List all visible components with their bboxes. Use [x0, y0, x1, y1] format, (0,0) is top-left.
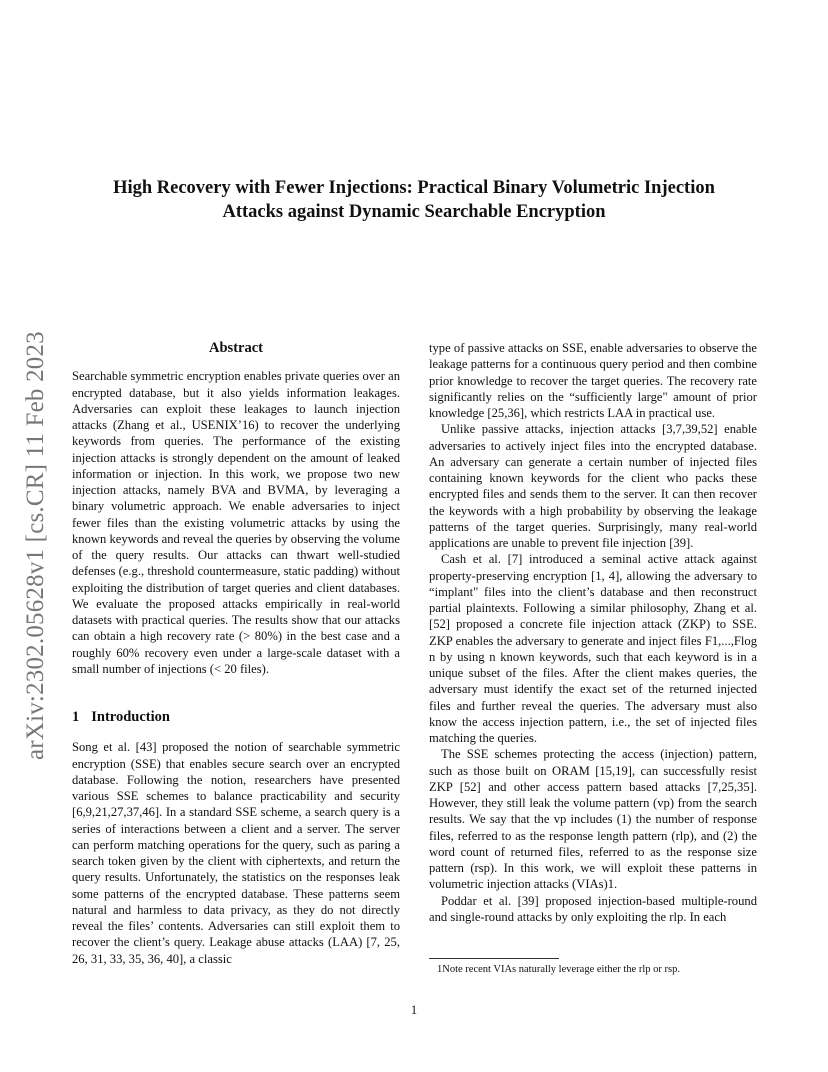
right-column [429, 340, 757, 925]
title-line-1: High Recovery with Fewer Injections: Practical Binary Volumetric Injection [113, 178, 715, 198]
right-paragraph-5: Poddar et al. [39] proposed injection-based multiple-round and single-round attacks by only exploiting the rlp. In each [429, 893, 757, 924]
page-number: 1 [410, 1003, 418, 1017]
footnote: 1Note recent VIAs naturally leverage either the rlp or rsp. [437, 964, 680, 975]
abstract-heading: Abstract [209, 340, 263, 356]
intro-heading [72, 709, 400, 725]
title-line-2: Attacks against Dynamic Searchable Encryption [222, 202, 606, 222]
footnote-rule [429, 958, 559, 959]
paper-title [70, 176, 758, 224]
intro-paragraph-1: Song et al. [43] proposed the notion of searchable symmetric encryption (SSE) that enables secure search over an encrypted database. Following the notion, researchers have presented various SSE schemes to balance practicability and security [6,9,21,27,37,46]. In a standard SSE scheme, a search query is a series of interactions between a client and a server. The server can perform matching operations for the query, such as paring a search token given by the client with ciphertexts, and return the query results. Unfortunately, the statistics on the responses leak some patterns of the encrypted database. These patterns seem natural and harmless to data privacy, as they do not directly reveal the files’ contents. Adversaries can still exploit them to recover the client’s query. Leakage abuse attacks (LAA) [7, 25, 26, 31, 33, 35, 36, 40], a classic [72, 740, 400, 966]
right-paragraph-1: type of passive attacks on SSE, enable adversaries to observe the leakage patterns for a continuous query period and then combine prior knowledge to recover the target queries. The recovery rate significantly relies on the “sufficiently large" amount of prior knowledge [25,36], which restricts LAA in practical use. [429, 341, 757, 420]
arxiv-stamp-text: arXiv:2302.05628v1 [cs.CR] 11 Feb 2023 [22, 331, 49, 760]
section-number: 1 [72, 709, 80, 725]
abstract-text: Searchable symmetric encryption enables private queries over an encrypted database, but it also yields information leakages. Adversaries can exploit these leakages to launch injection attacks (Zhang et al., USENIX’16) to recover the underlying keywords from queries. The performance of the existing injection attacks is strongly dependent on the amount of leaked information or injection. In this work, we propose two new injection attacks, namely BVA and BVMA, by leveraging a binary volumetric approach. We enable adversaries to inject fewer files than the existing volumetric attacks by using the known keywords and reveal the queries by observing the volume of the query results. Our attacks can thwart well-studied defenses (e.g., threshold countermeasure, static padding) without exploiting the distribution of target queries and client databases. We evaluate the proposed attacks empirically in real-world datasets with practical queries. The results show that our attacks can obtain a high recovery rate (> 80%) in the best case and a roughly 60% recovery even under a large-scale dataset with a small number of injections (< 20 files). [72, 369, 400, 676]
right-paragraph-3: Cash et al. [7] introduced a seminal active attack against property-preserving encryption [1, 4], allowing the adversary to “implant" files into the client’s database and then reconstruct partial plaintexts. Following a similar philosophy, Zhang et al. [52] proposed a concrete file injection attack (ZKP) to SSE. ZKP enables the adversary to generate and inject files F1,...,Flog n by using n known keywords, such that each keyword is in a unique subset of the files. After the client makes queries, the adversary must identify the exact set of the returned injected files and further reveal the queries. The adversary must also know the access injection pattern, i.e., the set of injected files matching the queries. [429, 552, 757, 745]
right-paragraph-4: The SSE schemes protecting the access (injection) pattern, such as those built on ORAM [15,19], can successfully resist ZKP [52] and other access pattern based attacks [7,25,35]. However, they still leak the volume pattern (vp) from the search results. We say that the vp includes (1) the number of response files, referred to as the response length pattern (rlp), and (2) the word count of returned files, referred to as the response size pattern (rsp). In this work, we will exploit these patterns in volumetric injection attacks (VIAs)1. [429, 747, 757, 892]
section-title: Introduction [91, 709, 170, 725]
left-column [72, 340, 400, 967]
arxiv-stamp [22, 286, 52, 760]
right-paragraph-2: Unlike passive attacks, injection attacks [3,7,39,52] enable adversaries to actively inject files into the encrypted database. An adversary can generate a certain number of injected files containing known keywords for the client who packs these encrypted files and sends them to the server. It can then recover the keywords with a high probability by observing the leakage patterns of the target queries. Surprisingly, many real-world applications are unable to prevent file injection [39]. [429, 422, 757, 550]
